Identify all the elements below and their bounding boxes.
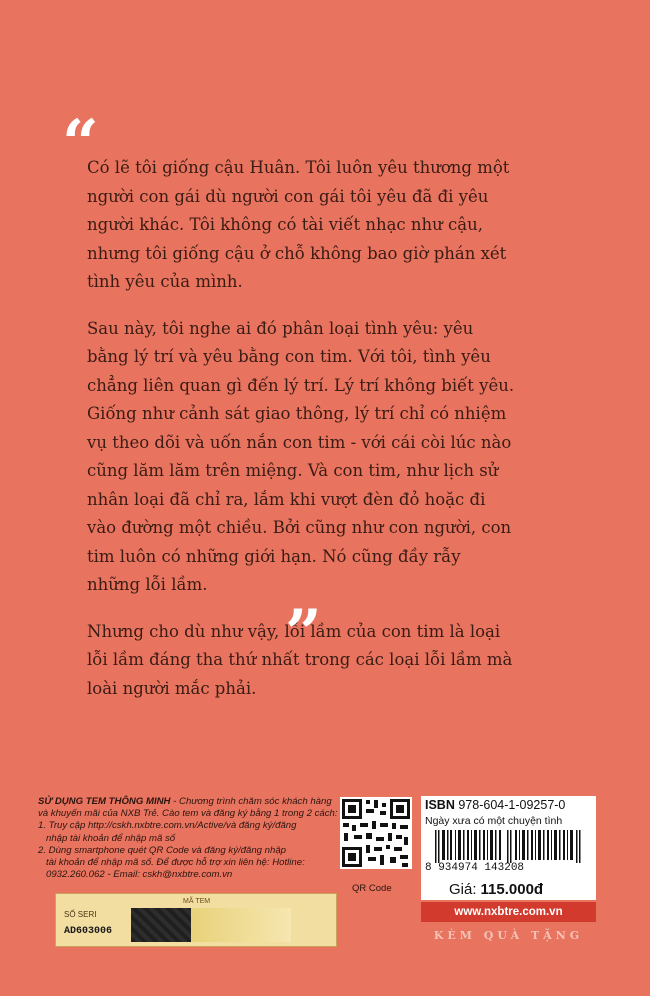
text-line: lỗi lầm đáng tha thứ nhất trong các loại lỗi lầm mà xyxy=(87,650,513,669)
serial-label: SỐ SERI xyxy=(64,910,97,919)
publisher-website[interactable]: www.nxbtre.com.vn xyxy=(421,902,596,922)
text-line: những lỗi lầm. xyxy=(87,575,208,594)
text-line: vụ theo dõi và uốn nắn con tim - với cái còi lúc nào xyxy=(87,432,512,452)
text-line: Giống như cảnh sát giao thông, lý trí chỉ có nhiệm xyxy=(87,404,507,423)
smart-stamp-step: 0932.260.062 - Email: cskh@nxbtre.com.vn xyxy=(46,869,233,881)
hologram-strip xyxy=(131,908,191,942)
text-line: người con gái dù người con gái tôi yêu đã đi yêu xyxy=(87,186,489,206)
blurb-paragraph-3 xyxy=(87,618,592,704)
text-line: tình yêu của mình. xyxy=(87,272,243,291)
text-line: nhân loại đã chỉ ra, lắm khi vượt đèn đỏ hoặc đi xyxy=(87,489,486,509)
isbn-text: ISBN 978-604-1-09257-0 xyxy=(425,798,566,812)
text-line: bằng lý trí và yêu bằng con tim. Với tôi, tình yêu xyxy=(87,347,491,366)
blurb-paragraph-1 xyxy=(87,154,592,297)
text-line: vào đường một chiều. Bởi cũng như con người, con xyxy=(87,518,512,537)
blurb-paragraph-2 xyxy=(87,315,592,600)
smart-stamp-info xyxy=(38,796,343,881)
text-line: loài người mắc phải. xyxy=(87,678,257,698)
text-line: nhưng tôi giống cậu ở chỗ không bao giờ phán xét xyxy=(87,243,507,263)
price-box xyxy=(421,878,596,900)
text-line: Có lẽ tôi giống cậu Huân. Tôi luôn yêu thương một xyxy=(87,158,510,177)
smart-stamp-step: nhập tài khoản để nhập mã số xyxy=(46,832,176,844)
close-quote-mark: ” xyxy=(285,596,322,671)
serial-number: AD603006 xyxy=(64,926,113,937)
barcode-digits: 8 934974 143208 xyxy=(425,862,525,874)
open-quote-mark: “ xyxy=(62,106,99,181)
smart-stamp-line: và khuyến mãi của NXB Trẻ. Cào tem và đăng ký bằng 1 trong 2 cách: xyxy=(38,808,338,820)
smart-stamp-step: 2. Dùng smartphone quét QR Code và đăng ký/đăng nhập xyxy=(38,844,287,856)
smart-stamp-step: tài khoản để nhập mã số. Để được hỗ trợ xin liên hệ: Hotline: xyxy=(46,857,305,869)
scratch-area xyxy=(191,908,291,942)
book-title: Ngày xưa có một chuyện tình xyxy=(425,815,563,827)
gift-label: KÈM QUÀ TẶNG xyxy=(433,929,584,942)
stamp-code-label: MÃ TEM xyxy=(183,898,211,905)
qr-code-label: QR Code xyxy=(352,883,392,894)
qr-code-icon xyxy=(340,797,412,869)
smart-stamp-heading: SỬ DỤNG TEM THÔNG MINH - Chương trình chăm sóc khách hàng xyxy=(38,796,332,807)
qr-code-image xyxy=(340,797,412,869)
smart-stamp-step: 1. Truy cập http://cskh.nxbtre.com.vn/Active/và đăng ký/đăng xyxy=(38,820,297,832)
text-line: cũng lăm lăm trên miệng. Và con tim, như lịch sử xyxy=(87,461,499,480)
price-label: Giá: xyxy=(449,880,477,898)
text-line: Sau này, tôi nghe ai đó phân loại tình yêu: yêu xyxy=(87,318,474,338)
text-line: chẳng liên quan gì đến lý trí. Lý trí không biết yêu. xyxy=(87,375,515,395)
text-line: người khác. Tôi không có tài viết nhạc như cậu, xyxy=(87,215,483,234)
price-value: 115.000đ xyxy=(480,880,544,898)
barcode-icon xyxy=(435,830,585,863)
text-line: tim luôn có những giới hạn. Nó cũng đầy rẫy xyxy=(87,546,461,566)
text-line: Nhưng cho dù như vậy, lỗi lầm của con tim là loại xyxy=(87,621,501,641)
blurb-text xyxy=(87,154,592,721)
scratch-stamp xyxy=(55,893,337,947)
